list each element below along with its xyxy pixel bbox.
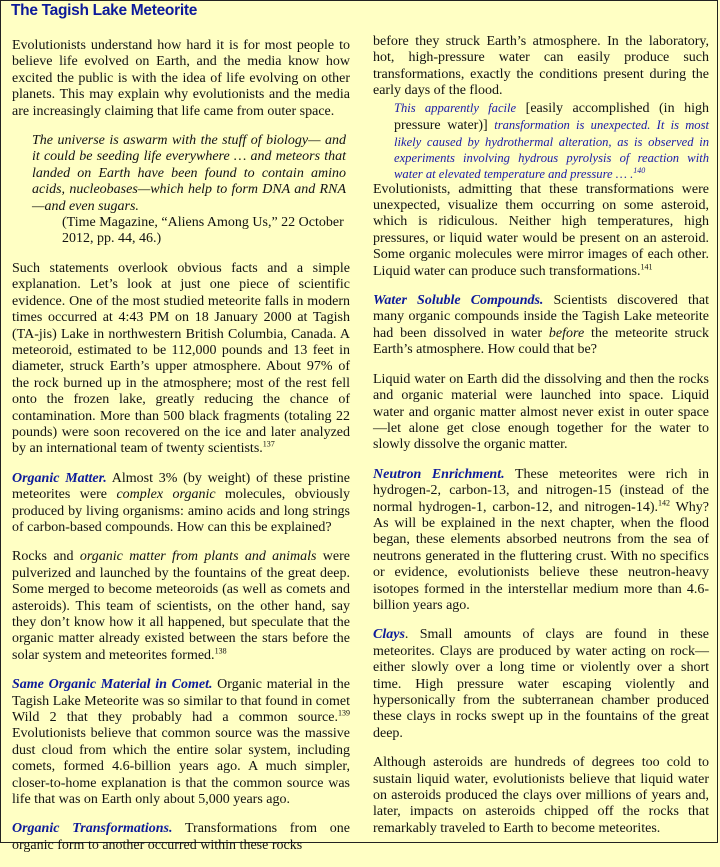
time-magazine-quote: The universe is aswarm with the stuff of biology— and it could be seeding life everywhere … and meteors that landed on Earth have been found to contain amino acids, nucleobases—which help to form DNA and RNA—and even sugars. (32, 133, 346, 214)
footnote-137: 137 (262, 439, 275, 449)
organic-matter-paragraph: Organic Matter. Almost 3% (by weight) of these pristine meteorites were complex organic molecules, obviously produced by living organisms: amino acids and long strings of carbon-based compounds. How can this be explained? (12, 470, 350, 535)
tagish-fall-paragraph: Such statements overlook obvious facts and a simple explanation. Let’s look at just one piece of scientific evidence. One of the most studied meteorite falls in modern times occurred at 4:43 PM on 18 January 2000 at Tagish (TA-jis) Lake in northwestern British Columbia, Canada. A meteoroid, estimated to be 112,000 pounds and 13 feet in diameter, struck Earth’s upper atmosphere. About 97% of the rock burned up in the atmosphere; most of the rest fell onto the frozen lake, greatly reducing the chance of contamination. More than 500 black fragments (totaling 22 pounds) were soon recovered on the ice and later analyzed by an international team of twenty scientists.$^{137}$ (12, 260, 350, 457)
rocks-paragraph: Rocks and organic matter from plants and animals were pulverized and launched by the fountains of the great deep. Some merged to become meteoroids (as well as comets and asteroids). This team of scientists, on the other hand, say they don’t know how it all happened, but speculate that the organic matter already existed between the stars before the solar system and meteorites formed.$^{138}$ (12, 549, 350, 663)
quote-citation: (Time Magazine, “Aliens Among Us,” 22 October 2012, pp. 44, 46.) (62, 215, 344, 247)
footnote-140: 140 (633, 165, 646, 175)
water-soluble-heading: Water Soluble Compounds. (373, 293, 544, 309)
left-column (12, 38, 350, 867)
footnote-142: 142 (657, 497, 670, 507)
comet-paragraph: Same Organic Material in Comet. Organic material in the Tagish Lake Meteorite was so similar to that found in comet Wild 2 that they probably had a common source.$^{139}$ Evolutionists believe that common source was the massive dust cloud from which the entire solar system, including comets, formed 4.6-billion years ago. A much simpler, closer-to-home explanation is that the common source was life that was on Earth only about 5,000 years ago. (12, 677, 350, 808)
transformations-paragraph: Organic Transformations. Transformations from one organic form to another occurred within these rocks (12, 821, 350, 853)
footnote-138: 138 (214, 646, 227, 656)
footnote-141: 141 (640, 262, 653, 271)
organic-transformations-heading: Organic Transformations. (12, 821, 173, 837)
asteroids-paragraph: Although asteroids are hundreds of degrees too cold to sustain liquid water, evolutionists believe that liquid water on asteroids produced the clays over millions of years and, later, impacts on asteroids chipped off the rocks that remarkably traveled to Earth to become meteorites. (373, 755, 709, 836)
water-soluble-paragraph: Water Soluble Compounds. Scientists discovered that many organic compounds inside the Tagish Lake meteorite had been dissolved in water before the meteorite struck Earth’s atmosphere. How could that be? (373, 293, 709, 358)
intro-paragraph: Evolutionists understand how hard it is for most people to believe life evolved on Earth, and the media know how excited the public is with the idea of life evolving on other planets. This may explain why evolutionists and the media are increasingly claiming that life came from outer space. (12, 38, 350, 119)
neutron-enrichment-heading: Neutron Enrichment. (373, 466, 505, 482)
page-title: The Tagish Lake Meteorite (11, 2, 198, 19)
same-organic-heading: Same Organic Material in Comet. (12, 677, 213, 693)
liquid-water-paragraph: Liquid water on Earth did the dissolving and then the rocks and organic material were launched into space. Liquid water and organic matter almost never exist in outer space—let alone get close enough together for the water to slowly dissolve the organic matter. (373, 371, 709, 453)
hydrothermal-quote: This apparently facile [easily accomplished (in high pressure water)] transformation is unexpected. It is most likely caused by hydrothermal alteration, as is observed in experiments involving hydrous pyrolysis of reaction with water at elevated temperature and pressure … .$^{140}$ (394, 100, 709, 181)
evolutionists-paragraph: Evolutionists, admitting that these transformations were unexpected, visualize them occurring on some asteroid, which is ridiculous. Neither high temperatures, high pressures, or liquid water would be present on an asteroid. Some organic molecules were mirror images of each other. Liquid water can produce such transformations.$^{141}$ (373, 181, 709, 279)
organic-matter-heading: Organic Matter. (12, 470, 107, 486)
footnote-139: 139 (338, 708, 350, 718)
clays-paragraph: Clays. Small amounts of clays are found in these meteorites. Clays are produced by water acting on rock—either slowly over a long time or violently over a short time. High pressure water escaping violently and hypersonically from the subterranean chamber produced these clays in rocks swept up in the fountains of the great deep. (373, 627, 709, 741)
clays-heading: Clays (373, 627, 405, 643)
right-column (373, 34, 709, 850)
neutron-paragraph: Neutron Enrichment. These meteorites were rich in hydrogen-2, carbon-13, and nitrogen-15 (instead of the normal hydrogen-1, carbon-12, and nitrogen-14).$^{142}$ Why? As will be explained in the next chapter, when the flood began, these elements absorbed neutrons from the sea of neutrons generated in the fluttering crust. With no specifics or evidence, evolutionists believe these neutron-heavy isotopes formed in the interstellar medium more than 4.6-billion years ago. (373, 466, 709, 613)
continuation-paragraph: before they struck Earth’s atmosphere. In the laboratory, hot, high-pressure water can easily produce such transformations, exactly the conditions present during the early days of the flood. (373, 34, 709, 99)
